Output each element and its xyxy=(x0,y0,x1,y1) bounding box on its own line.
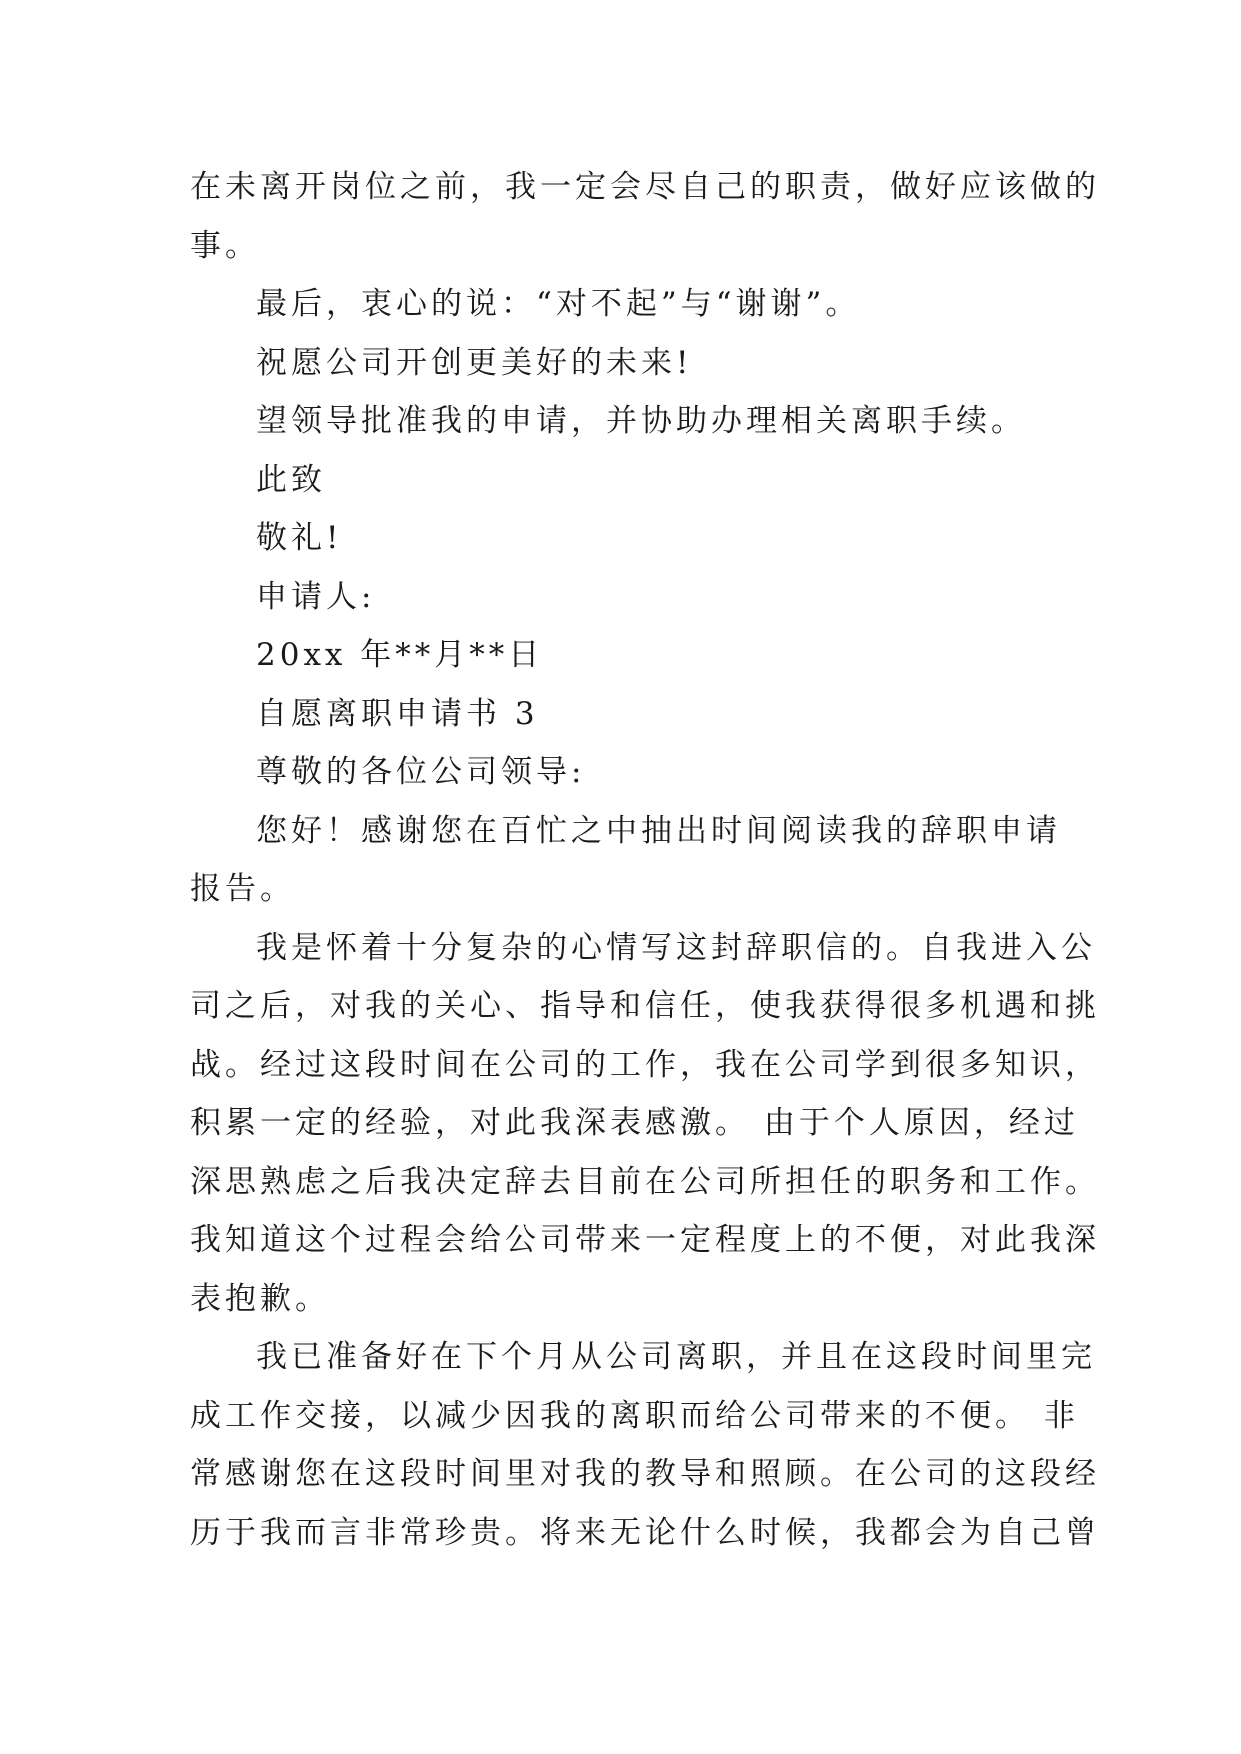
text-line: 成工作交接，以减少因我的离职而给公司带来的不便。 非 xyxy=(190,1397,1079,1434)
text-line: 祝愿公司开创更美好的未来! xyxy=(256,344,693,381)
date-line: 20xx 年**月**日 xyxy=(256,637,544,673)
text-line: 最后，衷心的说：“对不起”与“谢谢”。 xyxy=(256,286,861,322)
text-line: 战。经过这段时间在公司的工作，我在公司学到很多知识， xyxy=(190,1046,1100,1083)
text-line: 事。 xyxy=(190,227,260,264)
text-line: 常感谢您在这段时间里对我的教导和照顾。在公司的这段经 xyxy=(190,1456,1100,1492)
text-line: 我已准备好在下个月从公司离职，并且在这段时间里完 xyxy=(256,1339,1096,1375)
document-page xyxy=(190,158,1100,1562)
text-line: 我是怀着十分复杂的心情写这封辞职信的。自我进入公 xyxy=(256,929,1096,966)
text-line: 司之后，对我的关心、指导和信任，使我获得很多机遇和挑 xyxy=(190,988,1100,1024)
text-line: 我知道这个过程会给公司带来一定程度上的不便，对此我深 xyxy=(190,1222,1100,1258)
greeting-line: 尊敬的各位公司领导: xyxy=(256,754,586,790)
text-line: 表抱歉。 xyxy=(190,1280,330,1317)
text-line: 您好！感谢您在百忙之中抽出时间阅读我的辞职申请 xyxy=(256,812,1061,849)
applicant-label: 申请人: xyxy=(256,578,376,615)
salutation-line: 敬礼! xyxy=(256,520,343,556)
text-line: 望领导批准我的申请，并协助办理相关离职手续。 xyxy=(256,403,1026,439)
text-line: 报告。 xyxy=(190,871,295,907)
text-line: 积累一定的经验，对此我深表感激。 由于个人原因，经过 xyxy=(190,1105,1079,1141)
text-line: 在未离开岗位之前，我一定会尽自己的职责，做好应该做的 xyxy=(190,169,1100,205)
text-line: 深思熟虑之后我决定辞去目前在公司所担任的职务和工作。 xyxy=(190,1163,1100,1200)
salutation-line: 此致 xyxy=(256,461,326,498)
text-line: 历于我而言非常珍贵。将来无论什么时候，我都会为自己曾 xyxy=(190,1514,1100,1551)
section-title: 自愿离职申请书 3 xyxy=(256,695,539,732)
